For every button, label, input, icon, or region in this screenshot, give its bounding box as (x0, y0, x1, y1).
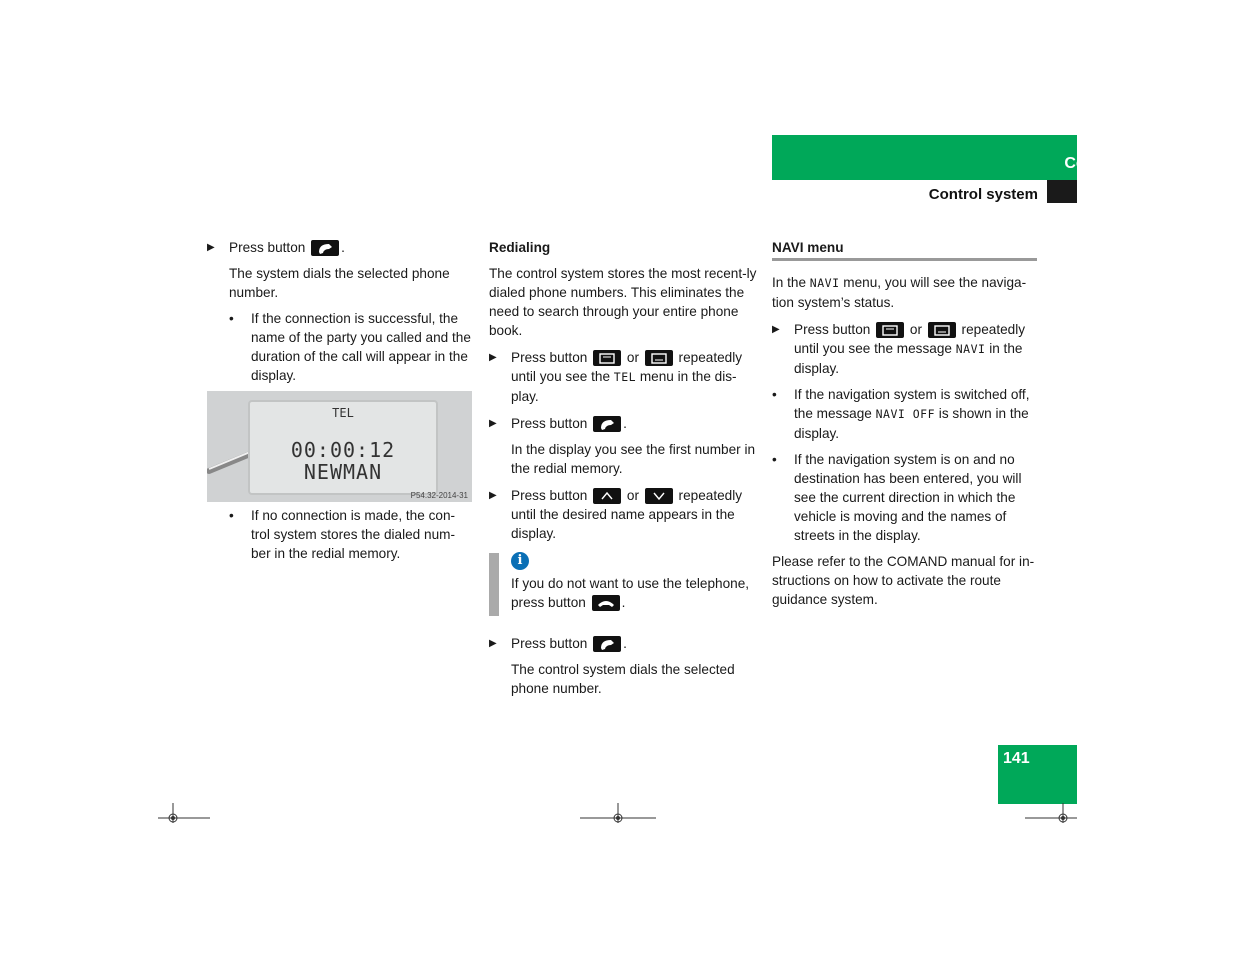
crop-mark-icon (580, 803, 656, 823)
subsection-title: Control system (928, 186, 1038, 203)
note-box (511, 574, 756, 612)
step-text: repeatedly until you see the (511, 350, 743, 384)
column-2 (489, 238, 757, 543)
column-1 (207, 238, 472, 385)
step-or: or (626, 350, 639, 365)
menu-right-icon (645, 350, 673, 366)
paragraph: The system dials the selected phone number. (229, 266, 450, 300)
display-line-tel: TEL (332, 406, 354, 420)
bullet-dot: • (772, 452, 777, 467)
step-text: menu in the dis-play. (511, 369, 737, 404)
arrow-down-icon (645, 488, 673, 504)
menu-right-icon (928, 322, 956, 338)
display-line-time: 00:00:12 (290, 438, 396, 462)
column-1-lower (207, 506, 472, 563)
arrow-icon: ▶ (207, 242, 215, 253)
note-bar (489, 553, 499, 616)
step-or: or (909, 322, 922, 337)
paragraph: Please refer to the COMAND manual for in-structions on how to activate the route guidance system. (772, 554, 1035, 607)
heading-navi-menu: NAVI menu (772, 240, 844, 255)
bullet-item (229, 506, 472, 563)
bullet-item (772, 385, 1040, 443)
phone-send-icon (593, 636, 621, 652)
paragraph (772, 273, 1040, 312)
bullet-dot: • (772, 387, 777, 402)
bullet-text: If the navigation system is on and no destination has been entered, you will see the current direction in which the vehicle is moving and the names of streets in the display. (794, 452, 1022, 543)
note-punct: . (621, 595, 626, 610)
phone-end-icon (592, 595, 620, 611)
heading-redialing: Redialing (489, 240, 551, 255)
note-text: If you do not want to use the telephone, press button (511, 576, 750, 610)
display-code: TEL (613, 370, 637, 384)
bullet-text: If the connection is successful, the name of the party you called and the duration of the call will appear in the display. (251, 311, 471, 383)
step-press-send (207, 238, 472, 257)
display-screen (248, 400, 438, 495)
step-text: Press button (794, 322, 871, 337)
column-3 (772, 238, 1040, 257)
page-number: 141 (1003, 750, 1030, 767)
info-icon: i (511, 552, 529, 570)
text: menu, you will see the naviga-tion system’s status. (772, 275, 1027, 310)
arrow-icon: ▶ (489, 490, 497, 501)
step (489, 348, 757, 406)
step-text: repeatedly until you see the message (794, 322, 1026, 356)
bullet-text: is shown in the display. (794, 406, 1029, 441)
text: In the (772, 275, 807, 290)
step-text: repeatedly until the desired name appears in the display. (511, 488, 743, 541)
arrow-icon: ▶ (489, 638, 497, 649)
step-text: Press button (511, 488, 588, 503)
section-title: Controls in detail (1064, 155, 1195, 172)
phone-send-icon (311, 240, 339, 256)
display-figure (207, 391, 472, 502)
paragraph: In the display you see the first number in the redial memory. (511, 442, 756, 476)
step-punct: . (341, 240, 345, 255)
header-band (772, 135, 1077, 180)
step-text: in the display. (794, 341, 1023, 376)
paragraph: The control system stores the most recent-ly dialed phone numbers. This eliminates the need to search through your entire phone book. (489, 266, 757, 338)
bullet-dot: • (229, 311, 234, 326)
arrow-icon: ▶ (772, 324, 780, 335)
step-text: Press button (229, 240, 306, 255)
figure-code: P54.32-2014-31 (410, 491, 468, 500)
display-code: NAVI (809, 276, 840, 290)
bullet-text: If the navigation system is switched off, the message (794, 387, 1030, 421)
crop-mark-icon (158, 803, 210, 823)
menu-left-icon (876, 322, 904, 338)
arrow-icon: ▶ (489, 352, 497, 363)
column-3-body (772, 273, 1040, 609)
display-code: NAVI (955, 342, 986, 356)
step (489, 634, 757, 653)
column-2-lower (489, 634, 757, 698)
display-code: NAVI OFF (875, 407, 936, 421)
arrow-up-icon (593, 488, 621, 504)
step-punct: . (623, 636, 627, 651)
heading-rule (772, 258, 1037, 261)
paragraph: The control system dials the selected phone number. (511, 662, 735, 696)
header-marker (1047, 180, 1077, 203)
step-punct: . (623, 416, 627, 431)
bullet-text: If no connection is made, the con-trol system stores the dialed num-ber in the redial memory. (251, 508, 456, 561)
bullet-item (772, 450, 1040, 545)
step (772, 320, 1040, 378)
bullet-item (229, 309, 472, 385)
step-text: Press button (511, 636, 588, 651)
step (489, 486, 757, 543)
step-text: Press button (511, 416, 588, 431)
bullet-dot: • (229, 508, 234, 523)
step-text: Press button (511, 350, 588, 365)
arrow-icon: ▶ (489, 418, 497, 429)
phone-send-icon (593, 416, 621, 432)
menu-left-icon (593, 350, 621, 366)
display-line-name: NEWMAN (303, 460, 383, 484)
step-or: or (626, 488, 639, 503)
crop-mark-icon (1025, 803, 1077, 823)
step (489, 414, 757, 433)
